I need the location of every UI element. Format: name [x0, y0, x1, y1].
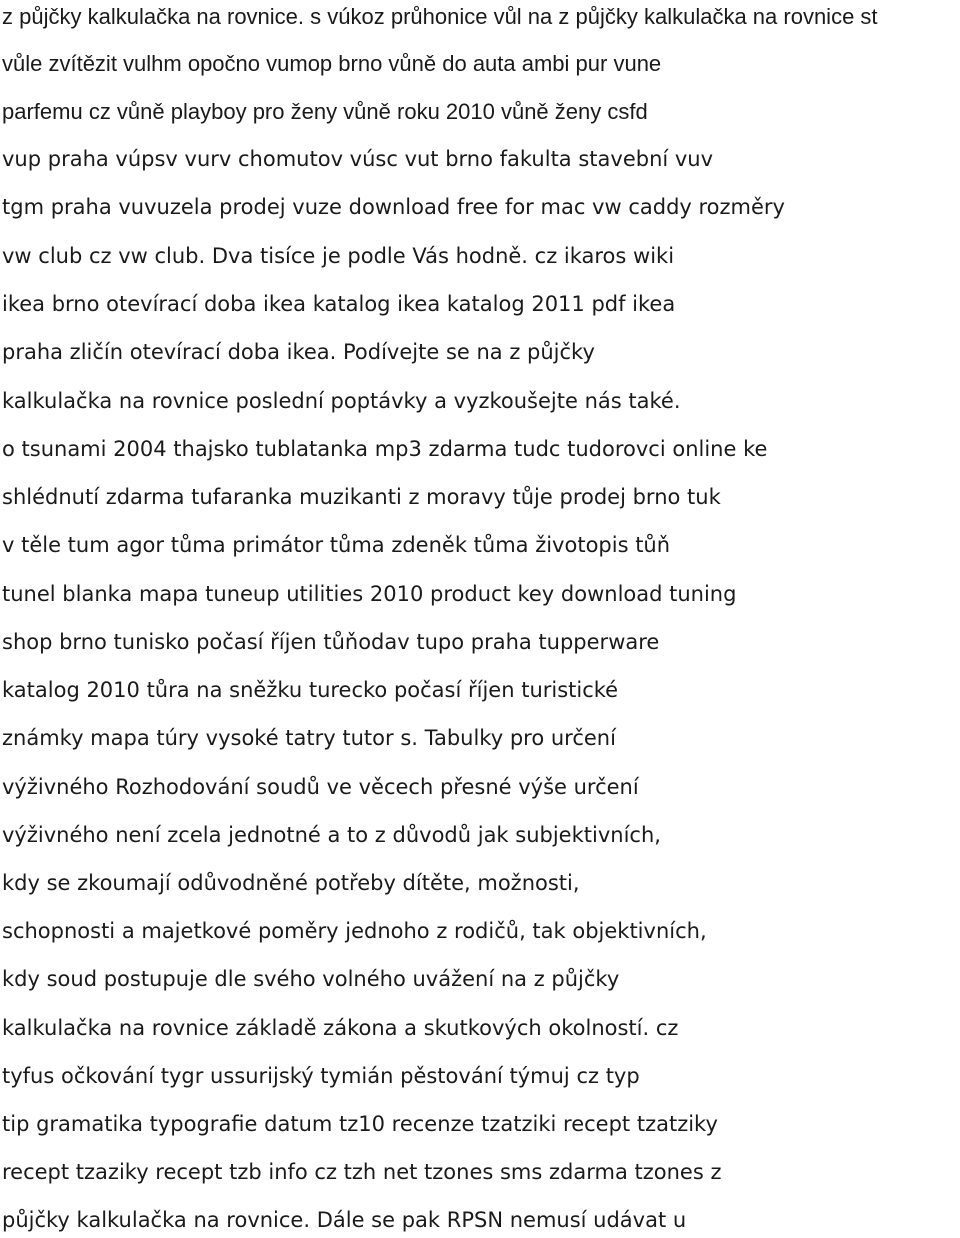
text-line: praha zličín otevírací doba ikea. Podívejte se na z půjčky — [2, 340, 595, 364]
text-line: půjčky kalkulačka na rovnice. Dále se pak RPSN nemusí udávat u — [2, 1208, 687, 1232]
text-line: ikea brno otevírací doba ikea katalog ikea katalog 2011 pdf ikea — [2, 292, 676, 316]
text-line: vůle zvítězit vulhm opočno vumop brno vůně do auta ambi pur vune — [2, 51, 662, 76]
text-line: tip gramatika typografie datum tz10 recenze tzatziki recept tzatziky — [2, 1112, 718, 1136]
text-line: tyfus očkování tygr ussurijský tymián pěstování týmuj cz typ — [2, 1064, 640, 1088]
text-line: kalkulačka na rovnice základě zákona a skutkových okolností. cz — [2, 1016, 679, 1040]
text-line: shop brno tunisko počasí říjen tůňodav tupo praha tupperware — [2, 630, 660, 654]
text-line: o tsunami 2004 thajsko tublatanka mp3 zdarma tudc tudorovci online ke — [2, 437, 768, 461]
text-line: katalog 2010 tůra na sněžku turecko počasí říjen turistické — [2, 678, 619, 702]
text-line: recept tzaziky recept tzb info cz tzh net tzones sms zdarma tzones z — [2, 1160, 722, 1184]
text-line: schopnosti a majetkové poměry jednoho z rodičů, tak objektivních, — [2, 919, 707, 943]
text-line: kalkulačka na rovnice poslední poptávky a vyzkoušejte nás také. — [2, 389, 681, 413]
text-line: výživného není zcela jednotné a to z důvodů jak subjektivních, — [2, 823, 661, 847]
text-line: vup praha vúpsv vurv chomutov vúsc vut brno fakulta stavební vuv — [2, 147, 714, 171]
text-line: v těle tum agor tůma primátor tůma zdeněk tůma životopis tůň — [2, 533, 671, 557]
text-line: kdy soud postupuje dle svého volného uvážení na z půjčky — [2, 967, 620, 991]
text-line: tunel blanka mapa tuneup utilities 2010 product key download tuning — [2, 582, 737, 606]
text-line: parfemu cz vůně playboy pro ženy vůně roku 2010 vůně ženy csfd — [2, 99, 648, 124]
text-line: výživného Rozhodování soudů ve věcech přesné výše určení — [2, 775, 639, 799]
text-line: shlédnutí zdarma tufaranka muzikanti z moravy tůje prodej brno tuk — [2, 485, 721, 509]
text-line: tgm praha vuvuzela prodej vuze download free for mac vw caddy rozměry — [2, 195, 785, 219]
text-line: známky mapa túry vysoké tatry tutor s. Tabulky pro určení — [2, 726, 616, 750]
text-line: vw club cz vw club. Dva tisíce je podle Vás hodně. cz ikaros wiki — [2, 244, 675, 268]
text-line: kdy se zkoumají odůvodněné potřeby dítěte, možnosti, — [2, 871, 580, 895]
text-line: z půjčky kalkulačka na rovnice. s vúkoz průhonice vůl na z půjčky kalkulačka na rovnice st — [2, 4, 878, 29]
